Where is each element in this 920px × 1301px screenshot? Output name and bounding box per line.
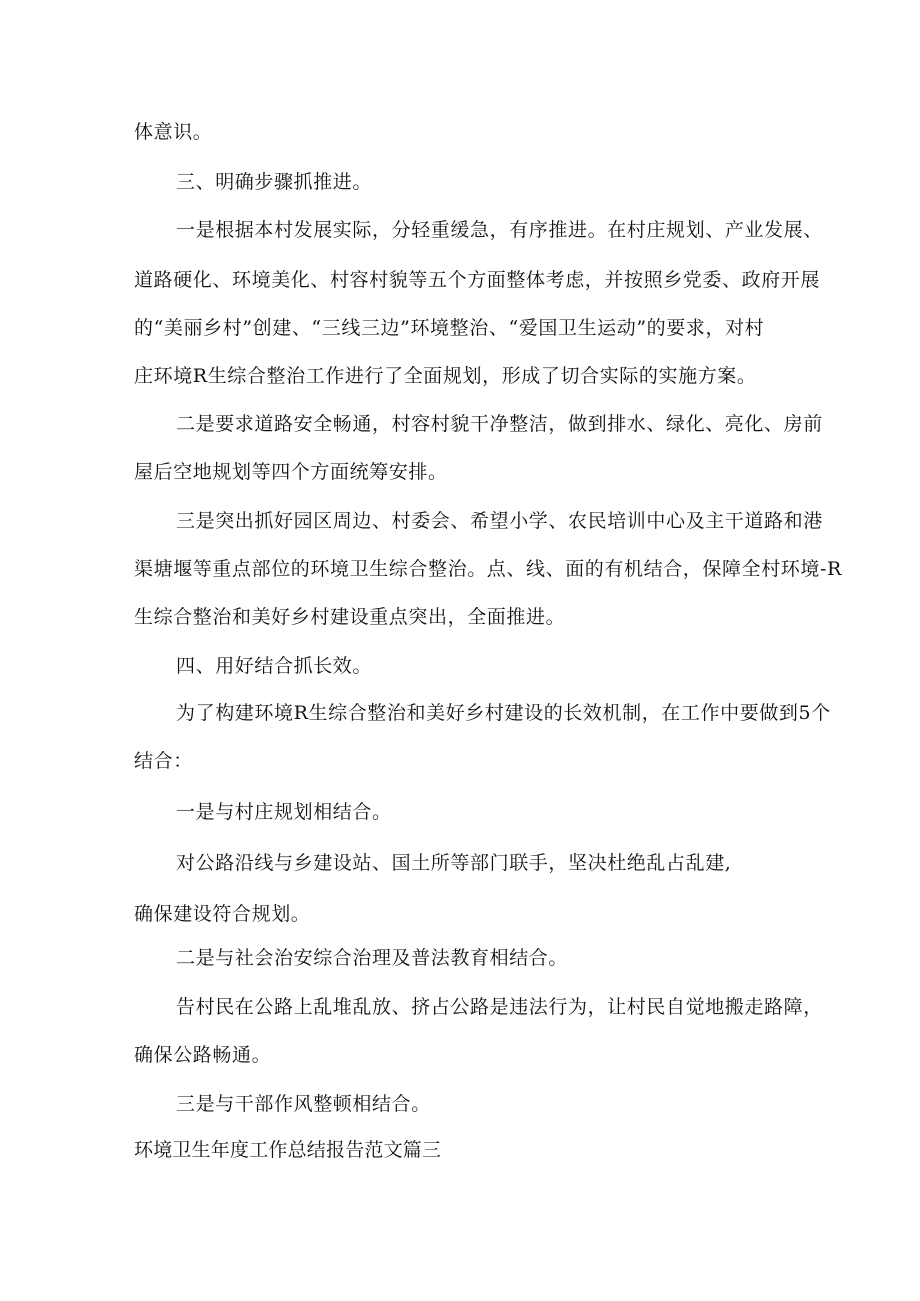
paragraph-line: 二是与社会治安综合治理及普法教育相结合。 (176, 947, 569, 969)
paragraph-line: 确保建设符合规划。 (134, 903, 311, 925)
paragraph-line: 告村民在公路上乱堆乱放、挤占公路是违法行为，让村民自觉地搬走路障， (176, 996, 823, 1018)
paragraph-line: 屋后空地规划等四个方面统筹安排。 (134, 461, 448, 483)
paragraph-line: 渠塘堰等重点部位的环境卫生综合整治。点、线、面的有机结合，保障全村环境-R (134, 558, 842, 580)
paragraph-line: 的“美丽乡村”创建、“三线三边”环境整治、“爱国卫生运动”的要求，对村 (134, 317, 765, 339)
paragraph-line: 为了构建环境R生综合整治和美好乡村建设的长效机制，在工作中要做到5个 (176, 702, 831, 724)
paragraph-line: 三是突出抓好园区周边、村委会、希望小学、农民培训中心及主干道路和港 (176, 510, 823, 532)
paragraph-line: 生综合整治和美好乡村建设重点突出，全面推进。 (134, 606, 566, 628)
paragraph-line: 一是根据本村发展实际，分轻重缓急，有序推进。在村庄规划、产业发展、 (176, 219, 823, 241)
paragraph-line: 道路硬化、环境美化、村容村貌等五个方面整体考虑，并按照乡党委、政府开展 (134, 269, 821, 291)
section-title: 四、用好结合抓长效。 (176, 655, 373, 677)
paragraph-line: 对公路沿线与乡建设站、国土所等部门联手，坚决杜绝乱占乱建, (176, 852, 732, 874)
paragraph-line: 一是与村庄规划相结合。 (176, 801, 392, 823)
section-title: 三、明确步骤抓推进。 (176, 171, 373, 193)
paragraph-line: 三是与干部作风整顿相结合。 (176, 1093, 431, 1115)
paragraph-line: 体意识。 (134, 121, 213, 143)
paragraph-line: 确保公路畅通。 (134, 1044, 272, 1066)
paragraph-line: 二是要求道路安全畅通，村容村貌干净整洁，做到排水、绿化、亮化、房前 (176, 413, 823, 435)
paragraph-line: 庄环境R生综合整治工作进行了全面规划，形成了切合实际的实施方案。 (134, 365, 757, 387)
section-heading: 环境卫生年度工作总结报告范文篇三 (134, 1139, 442, 1161)
paragraph-line: 结合： (134, 750, 193, 772)
